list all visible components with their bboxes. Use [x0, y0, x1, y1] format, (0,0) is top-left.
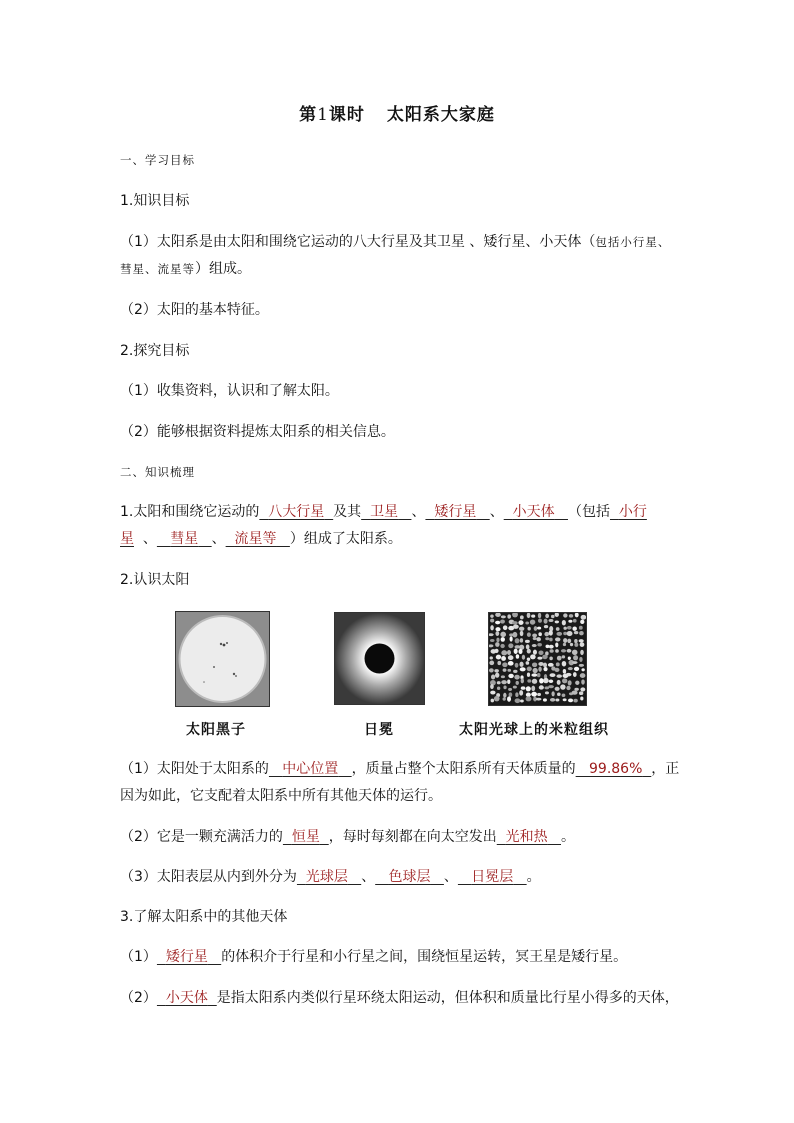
fill-in-paragraph — [120, 499, 680, 526]
fill-in-paragraph — [120, 864, 680, 891]
page-title — [0, 100, 794, 125]
corona-image — [334, 612, 425, 705]
text: 。 — [526, 869, 541, 885]
text: 、 — [142, 531, 157, 547]
text: ，正 — [651, 761, 680, 777]
answer-blank: 光和热 — [505, 829, 548, 845]
text: 1.太阳和围绕它运动的 — [120, 504, 260, 520]
answer-blank: 色球层 — [388, 869, 431, 885]
answer-blank: 八大行星 — [268, 504, 325, 520]
answer-blank: 日冕层 — [471, 869, 514, 885]
answer-blank: 卫星 — [370, 504, 399, 520]
text: 、 — [443, 869, 458, 885]
answer-blank: 恒星 — [291, 829, 320, 845]
text: （包括 — [567, 504, 610, 520]
title-part: 太阳系大家庭 — [386, 105, 495, 125]
figure-caption: 太阳黑子 — [186, 722, 246, 738]
paragraph: （2）太阳的基本特征。 — [120, 302, 269, 318]
paragraph: （2）能够根据资料提炼太阳系的相关信息。 — [120, 424, 395, 440]
title-part: 第 — [299, 105, 318, 125]
text: （1） — [120, 949, 157, 965]
text: （2）它是一颗充满活力的 — [120, 829, 283, 845]
text: ）组成了太阳系。 — [289, 531, 402, 547]
text: 包括小行星、 — [595, 235, 671, 249]
text: （3）太阳表层从内到外分为 — [120, 869, 297, 885]
text: ）组成。 — [195, 261, 251, 277]
text: 、 — [411, 504, 426, 520]
sub-heading: 2.探究目标 — [120, 343, 190, 359]
section-heading: 二、知识梳理 — [120, 465, 195, 479]
text: （1）太阳系是由太阳和围绕它运动的八大行星及其卫星 、矮行星、小天体（ — [120, 234, 596, 250]
answer-blank: 中心位置 — [282, 761, 339, 777]
answer-blank: 小天体 — [512, 504, 555, 520]
paragraph: （1）收集资料，认识和了解太阳。 — [120, 383, 339, 399]
title-part: 课时 — [328, 105, 365, 125]
sub-heading: 2.认识太阳 — [120, 572, 190, 588]
answer-blank: 矮行星 — [165, 949, 208, 965]
sub-heading: 1.知识目标 — [120, 193, 190, 209]
text: 、 — [211, 531, 226, 547]
text: 彗星、流星等 — [120, 262, 195, 276]
text: （1）太阳处于太阳系的 — [120, 761, 269, 777]
answer-blank: 彗星 — [170, 531, 199, 547]
fill-in-paragraph — [120, 756, 680, 783]
granulation-image — [488, 612, 587, 706]
sunspot-image — [175, 611, 270, 707]
text: （2） — [120, 990, 157, 1006]
text: 、 — [361, 869, 376, 885]
text: 及其 — [333, 504, 362, 520]
paragraph: 因为如此，它支配着太阳系中所有其他天体的运行。 — [120, 788, 442, 804]
answer-blank: 小天体 — [165, 990, 208, 1006]
text: 的体积介于行星和小行星之间，围绕恒星运转，冥王星是矮行星。 — [221, 949, 628, 965]
answer-blank: 99.86% — [589, 761, 643, 777]
sub-heading: 3.了解太阳系中的其他天体 — [120, 909, 288, 925]
figure-caption: 日冕 — [364, 722, 394, 738]
title-number: 1 — [317, 105, 329, 125]
answer-blank: 流星等 — [234, 531, 277, 547]
answer-blank: 光球层 — [305, 869, 348, 885]
answer-blank: 矮行星 — [434, 504, 477, 520]
section-heading: 一、学习目标 — [120, 153, 195, 167]
fill-in-paragraph — [120, 944, 680, 971]
fill-in-paragraph — [120, 526, 680, 553]
answer-blank: 小行 — [618, 504, 647, 520]
text: ，每时每刻都在向太空发出 — [328, 829, 497, 845]
text: 。 — [561, 829, 575, 845]
fill-in-paragraph — [120, 824, 680, 851]
text: 是指太阳系内类似行星环绕太阳运动，但体积和质量比行星小得多的天体， — [216, 990, 679, 1006]
fill-in-paragraph — [120, 985, 680, 1012]
text: ，质量占整个太阳系所有天体质量的 — [351, 761, 576, 777]
text: 、 — [489, 504, 504, 520]
answer-blank: 星 — [120, 531, 134, 547]
figure-caption: 太阳光球上的米粒组织 — [459, 722, 609, 738]
paragraph — [120, 229, 680, 256]
paragraph — [120, 256, 680, 283]
